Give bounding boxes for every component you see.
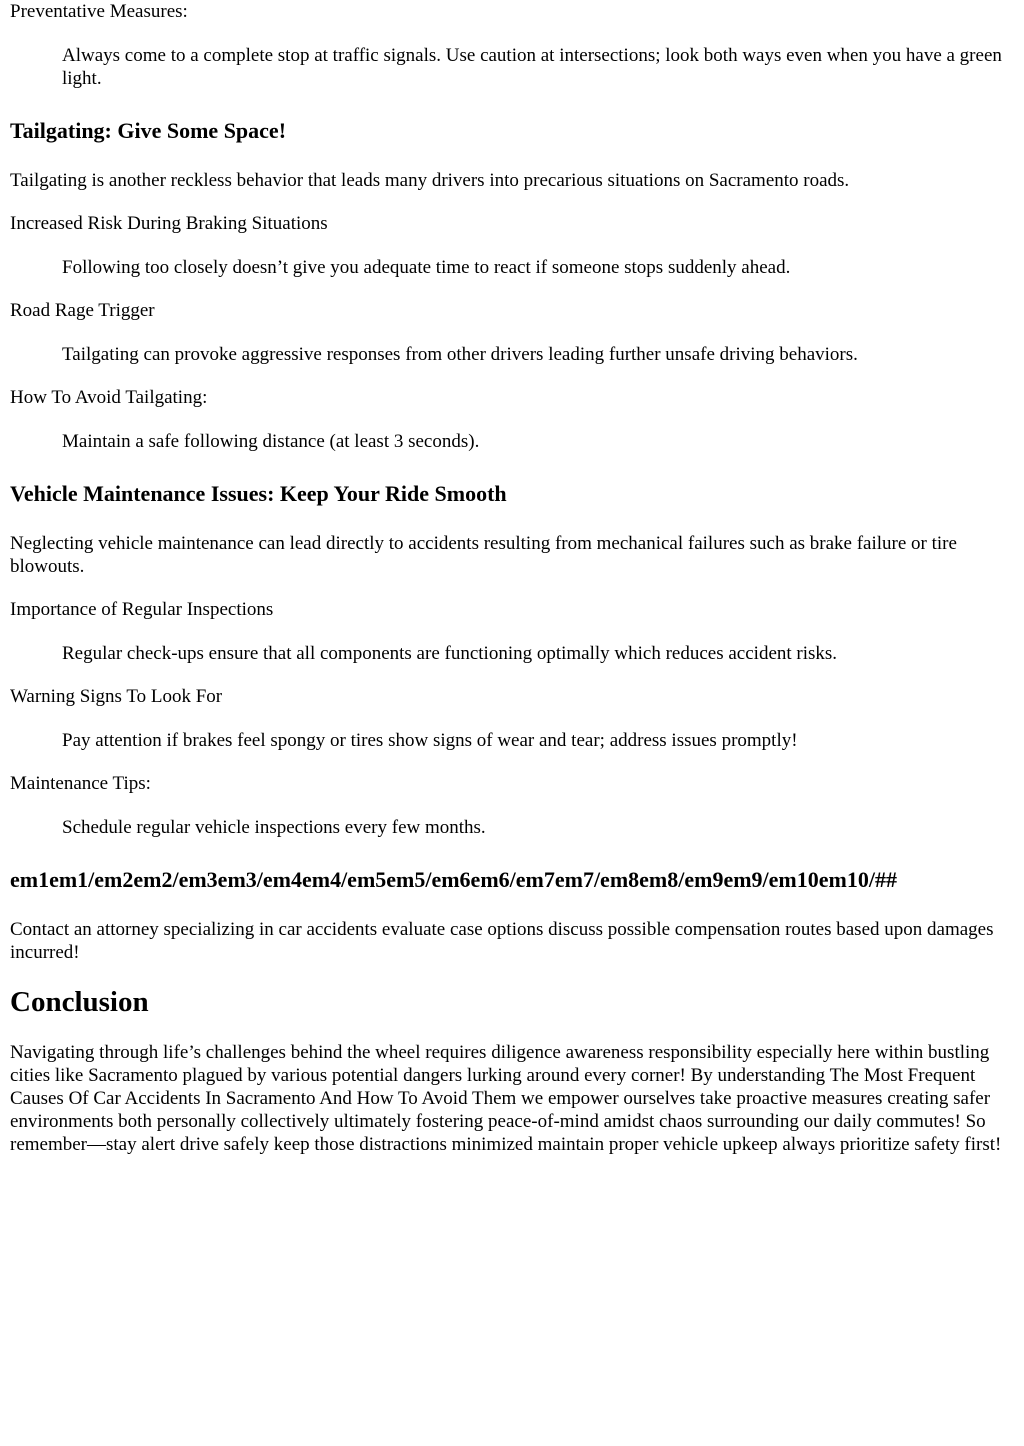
preventative-term: Preventative Measures: <box>10 1 188 22</box>
tailgating-desc: Maintain a safe following distance (at least 3 seconds). <box>62 431 480 452</box>
em-paragraph: Contact an attorney specializing in car accidents evaluate case options discuss possible compensation routes based upon damages incurred! <box>10 919 994 963</box>
preventative-desc: Always come to a complete stop at traffic signals. Use caution at intersections; look both ways even when you have a green light. <box>62 45 1002 89</box>
maintenance-term: Maintenance Tips: <box>10 773 151 794</box>
maintenance-desc: Schedule regular vehicle inspections every few months. <box>62 817 486 838</box>
conclusion-heading: Conclusion <box>10 986 149 1018</box>
em-heading: em1em1/em2em2/em3em3/em4em4/em5em5/em6em6/em7em7/em8em8/em9em9/em10em10/## <box>10 867 897 892</box>
maintenance-heading: Vehicle Maintenance Issues: Keep Your Ride Smooth <box>10 481 507 506</box>
maintenance-desc: Regular check-ups ensure that all components are functioning optimally which reduces accident risks. <box>62 643 838 664</box>
maintenance-term: Importance of Regular Inspections <box>10 599 274 620</box>
tailgating-list <box>10 212 1014 453</box>
tailgating-intro: Tailgating is another reckless behavior that leads many drivers into precarious situations on Sacramento roads. <box>10 170 850 191</box>
conclusion-paragraph: Navigating through life’s challenges behind the wheel requires diligence awareness responsibility especially here within bustling cities like Sacramento plagued by various potential dangers lurking around every corner! By understanding The Most Frequent Causes Of Car Accidents In Sacramento And How To Avoid Them we empower ourselves take proactive measures creating safer environments both personally collectively ultimately fostering peace-of-mind amidst chaos surrounding our daily commutes! So remember—stay alert drive safely keep those distractions minimized maintain proper vehicle upkeep always prioritize safety first! <box>10 1042 1002 1155</box>
maintenance-term: Warning Signs To Look For <box>10 686 223 707</box>
preventative-list <box>10 0 1014 90</box>
maintenance-desc: Pay attention if brakes feel spongy or tires show signs of wear and tear; address issues promptly! <box>62 730 798 751</box>
maintenance-intro: Neglecting vehicle maintenance can lead directly to accidents resulting from mechanical failures such as brake failure or tire blowouts. <box>10 533 957 577</box>
maintenance-list <box>10 598 1014 839</box>
tailgating-term: Increased Risk During Braking Situations <box>10 213 328 234</box>
tailgating-heading: Tailgating: Give Some Space! <box>10 118 287 143</box>
tailgating-desc: Following too closely doesn’t give you adequate time to react if someone stops suddenly ahead. <box>62 257 791 278</box>
tailgating-desc: Tailgating can provoke aggressive responses from other drivers leading further unsafe driving behaviors. <box>62 344 858 365</box>
tailgating-term: Road Rage Trigger <box>10 300 155 321</box>
tailgating-term: How To Avoid Tailgating: <box>10 387 208 408</box>
